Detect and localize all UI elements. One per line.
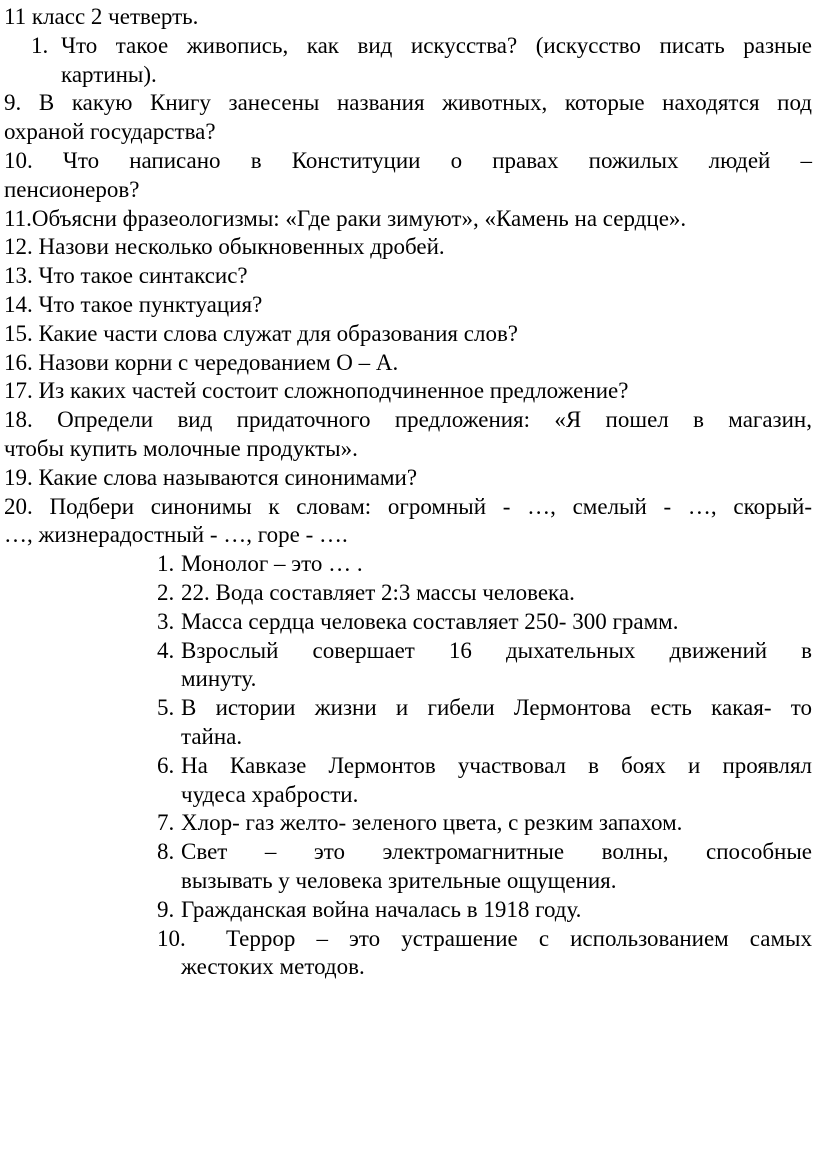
statement-number: 9. <box>157 896 175 922</box>
question-continuation: чтобы купить молочные продукты». <box>4 435 358 461</box>
question-continuation: охраной государства? <box>4 119 216 145</box>
statement-item <box>157 637 812 695</box>
statement-number: 2. <box>157 579 175 605</box>
statement-item <box>157 608 812 637</box>
statement-text: Хлор- газ желто- зеленого цвета, с резким запахом. <box>181 810 683 836</box>
statement-number: 4. <box>157 637 175 663</box>
statement-number: 10. <box>157 925 186 951</box>
statement-number: 6. <box>157 752 175 778</box>
statement-number: 8. <box>157 839 175 865</box>
question-continuation: пенсионеров? <box>4 176 140 202</box>
statement-item <box>157 896 812 925</box>
statement-item <box>157 550 812 579</box>
statement-number: 3. <box>157 608 175 634</box>
statement-item <box>157 579 812 608</box>
statement-text: Взрослый совершает 16 дыхательных движений в <box>181 637 812 663</box>
statement-text: На Кавказе Лермонтов участвовал в боях и проявлял <box>181 752 812 778</box>
statement-continuation: жестоких методов. <box>181 954 365 980</box>
statement-item <box>157 809 812 838</box>
statement-number: 5. <box>157 695 175 721</box>
statement-continuation: тайна. <box>181 723 243 749</box>
statement-item <box>157 838 812 896</box>
statement-number: 7. <box>157 810 175 836</box>
document-header: 11 класс 2 четверть. <box>4 4 199 29</box>
statement-continuation: минуту. <box>181 666 257 692</box>
question-text: 9. В какую Книгу занесены названия животных, которые находятся под <box>4 90 812 116</box>
question-20 <box>4 493 812 551</box>
question-text: 20. Подбери синонимы к словам: огромный - …, смелый - …, скорый- <box>4 493 812 519</box>
statement-text: 22. Вода составляет 2:3 массы человека. <box>181 579 575 605</box>
statement-text: Гражданская война началась в 1918 году. <box>181 896 582 922</box>
statement-continuation: чудеса храбрости. <box>181 781 359 807</box>
question-13: 13. Что такое синтаксис? <box>4 263 248 289</box>
question-text: 10. Что написано в Конституции о правах пожилых людей – <box>4 147 812 173</box>
statement-text: В истории жизни и гибели Лермонтова есть какая- то <box>181 695 812 721</box>
statement-item <box>157 694 812 752</box>
question-1 <box>4 32 812 61</box>
statement-continuation: вызывать у человека зрительные ощущения. <box>181 867 617 893</box>
question-9 <box>4 89 812 147</box>
question-14: 14. Что такое пунктуация? <box>4 291 263 317</box>
question-12: 12. Назови несколько обыкновенных дробей. <box>4 234 445 260</box>
question-1-text: Что такое живопись, как вид искусства? (искусство писать разные <box>61 32 812 58</box>
question-11: 11.Объясни фразеологизмы: «Где раки зимуют», «Камень на сердце». <box>4 205 687 231</box>
statement-text: Масса сердца человека составляет 250- 300 грамм. <box>181 608 679 634</box>
question-text: 18. Определи вид придаточного предложения: «Я пошел в магазин, <box>4 407 812 433</box>
question-continuation: …, жизнерадостный - …, горе - …. <box>4 522 348 548</box>
question-10 <box>4 147 812 205</box>
question-19: 19. Какие слова называются синонимами? <box>4 464 418 490</box>
statements-list <box>4 550 812 982</box>
question-18 <box>4 406 812 464</box>
statement-text: Свет – это электромагнитные волны, способные <box>181 839 812 865</box>
statement-number: 1. <box>157 551 175 577</box>
document-body <box>4 3 812 982</box>
statement-item <box>157 752 812 810</box>
statement-text: Монолог – это … . <box>181 551 363 577</box>
question-17: 17. Из каких частей состоит сложноподчиненное предложение? <box>4 378 629 404</box>
statement-text: Террор – это устрашение с использованием самых <box>226 925 812 951</box>
question-16: 16. Назови корни с чередованием О – А. <box>4 349 399 375</box>
question-1-number: 1. <box>31 32 49 58</box>
question-1-continuation: картины). <box>61 61 157 87</box>
question-15: 15. Какие части слова служат для образования слов? <box>4 320 519 346</box>
statement-item <box>157 925 812 983</box>
